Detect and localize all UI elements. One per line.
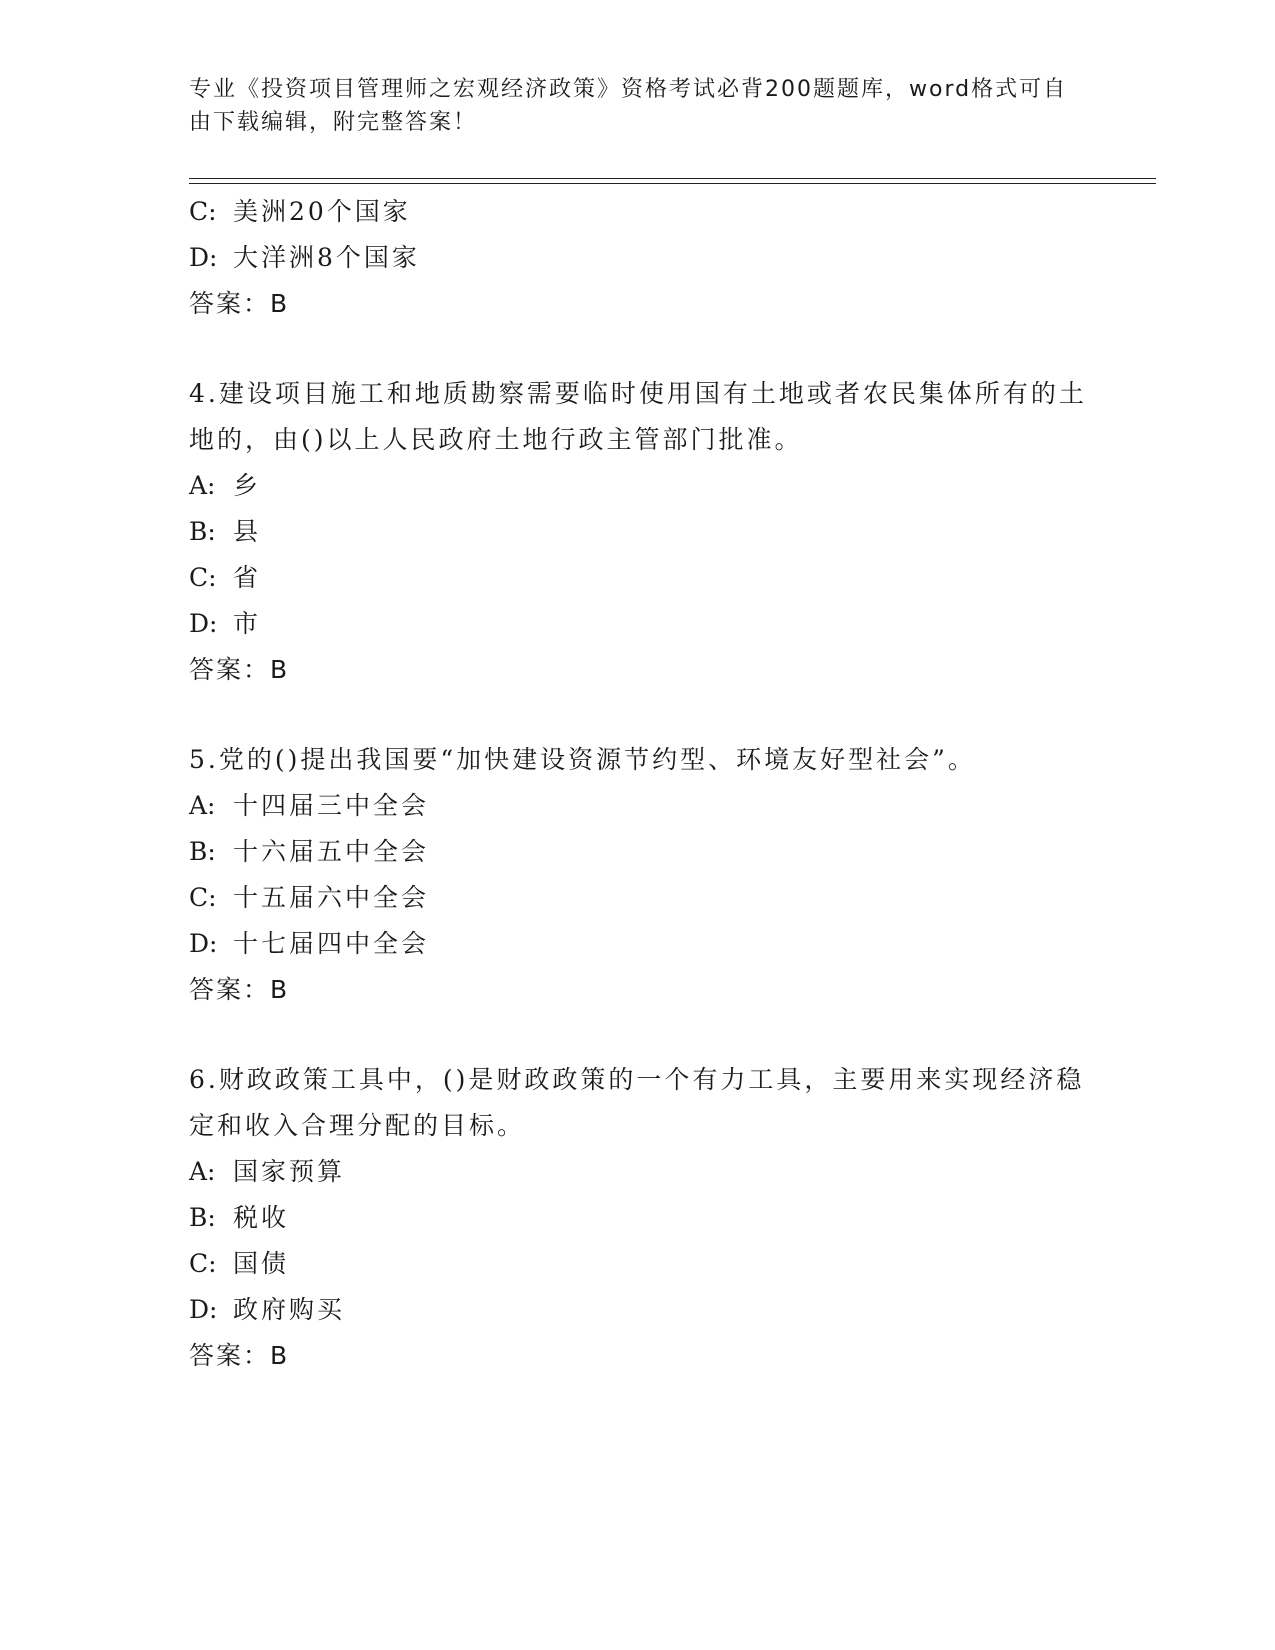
option-b [189, 829, 1089, 875]
option-label: D: [189, 1295, 218, 1324]
option-text: 国债 [233, 1249, 290, 1278]
option-c [189, 189, 1089, 235]
option-c [189, 875, 1089, 921]
question-block [189, 737, 1089, 1013]
option-text: 乡 [233, 471, 262, 500]
block-gap [189, 1013, 1089, 1057]
option-label: C: [189, 563, 217, 592]
option-text: 美洲20个国家 [233, 197, 411, 226]
answer-value: B [270, 975, 290, 1004]
option-label: D: [189, 929, 218, 958]
option-text: 十六届五中全会 [233, 837, 430, 866]
option-d [189, 235, 1089, 281]
option-a [189, 783, 1089, 829]
option-label: B: [189, 837, 216, 866]
question-text: 5.党的()提出我国要“加快建设资源节约型、环境友好型社会”。 [189, 745, 976, 774]
question-text: 6.财政政策工具中，()是财政政策的一个有力工具，主要用来实现经济稳定和收入合理分配的目标。 [189, 1065, 1085, 1140]
option-d [189, 921, 1089, 967]
question-text: 4.建设项目施工和地质勘察需要临时使用国有土地或者农民集体所有的土地的，由()以上人民政府土地行政主管部门批准。 [189, 379, 1087, 454]
option-label: C: [189, 197, 217, 226]
option-c [189, 555, 1089, 601]
answer-line [189, 281, 1089, 327]
option-text: 国家预算 [233, 1157, 346, 1186]
option-label: A: [189, 1157, 216, 1186]
answer-label: 答案： [189, 655, 271, 684]
answer-value: B [270, 1341, 290, 1370]
answer-line [189, 1333, 1089, 1379]
answer-line [189, 967, 1089, 1013]
option-b [189, 509, 1089, 555]
question-block [189, 371, 1089, 693]
option-d [189, 601, 1089, 647]
option-label: B: [189, 517, 216, 546]
question-list [189, 189, 1089, 1379]
option-text: 省 [233, 563, 262, 592]
header-rule-top [189, 178, 1156, 179]
block-gap [189, 327, 1089, 371]
option-label: A: [189, 791, 216, 820]
option-a [189, 1149, 1089, 1195]
option-d [189, 1287, 1089, 1333]
option-text: 税收 [233, 1203, 290, 1232]
block-gap [189, 693, 1089, 737]
option-text: 十七届四中全会 [233, 929, 430, 958]
question-block [189, 189, 1089, 327]
answer-line [189, 647, 1089, 693]
option-c [189, 1241, 1089, 1287]
option-a [189, 463, 1089, 509]
option-text: 十五届六中全会 [233, 883, 430, 912]
option-text: 大洋洲8个国家 [233, 243, 420, 272]
option-label: C: [189, 883, 217, 912]
option-label: B: [189, 1203, 216, 1232]
option-text: 市 [233, 609, 262, 638]
answer-label: 答案： [189, 975, 271, 1004]
answer-value: B [270, 289, 290, 318]
answer-value: B [270, 655, 290, 684]
option-label: A: [189, 471, 216, 500]
answer-label: 答案： [189, 1341, 271, 1370]
answer-label: 答案： [189, 289, 271, 318]
option-text: 县 [233, 517, 262, 546]
document-header: 专业《投资项目管理师之宏观经济政策》资格考试必背200题题库，word格式可自由下载编辑，附完整答案！ [189, 77, 1068, 135]
option-label: D: [189, 243, 218, 272]
option-text: 十四届三中全会 [233, 791, 430, 820]
option-b [189, 1195, 1089, 1241]
option-text: 政府购买 [233, 1295, 346, 1324]
option-label: D: [189, 609, 218, 638]
header-rule-bottom [189, 183, 1156, 184]
question-block [189, 1057, 1089, 1379]
option-label: C: [189, 1249, 217, 1278]
